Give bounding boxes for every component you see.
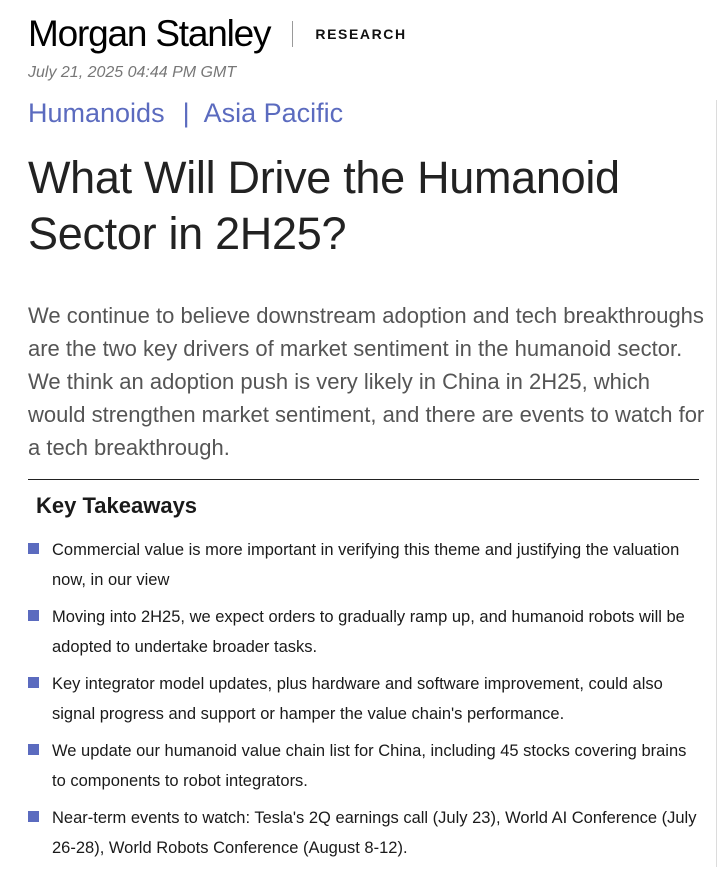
list-item [28, 669, 698, 729]
takeaway-text: Moving into 2H25, we expect orders to gradually ramp up, and humanoid robots will be adopted to undertake broader tasks. [52, 608, 685, 656]
category-link-humanoids[interactable]: Humanoids [28, 98, 165, 128]
list-item [28, 736, 698, 796]
square-bullet-icon [28, 744, 39, 755]
takeaway-text: Key integrator model updates, plus hardware and software improvement, could also signal progress and support or hamper the value chain's performance. [52, 675, 663, 723]
publish-date: July 21, 2025 04:44 PM GMT [28, 64, 237, 81]
takeaway-text: Near-term events to watch: Tesla's 2Q earnings call (July 23), World AI Conference (July 26-28), World Robots Conference (August 8-12). [52, 809, 697, 857]
key-takeaways-heading: Key Takeaways [36, 493, 198, 518]
takeaway-text: We update our humanoid value chain list for China, including 45 stocks covering brains to components to robot integrators. [52, 742, 687, 790]
list-item [28, 803, 698, 863]
category-separator: | [182, 98, 190, 128]
category-link-asia-pacific[interactable]: Asia Pacific [203, 98, 344, 128]
list-item [28, 602, 698, 662]
brand-logo[interactable]: Morgan Stanley [28, 13, 271, 54]
square-bullet-icon [28, 677, 39, 688]
category-breadcrumb [28, 98, 343, 129]
research-label: RESEARCH [315, 26, 407, 42]
section-divider [28, 479, 699, 480]
square-bullet-icon [28, 811, 39, 822]
key-takeaways-list [28, 535, 698, 870]
takeaway-text: Commercial value is more important in verifying this theme and justifying the valuation now, in our view [52, 541, 680, 589]
article-title: What Will Drive the Humanoid Sector in 2H25? [28, 152, 620, 259]
square-bullet-icon [28, 543, 39, 554]
article-summary: We continue to believe downstream adoption and tech breakthroughs are the two key drivers of market sentiment in the humanoid sector. We think an adoption push is very likely in China in 2H25, which would strengthen market sentiment, and there are events to watch for a tech breakthrough. [28, 303, 705, 460]
list-item [28, 535, 698, 595]
masthead-divider [292, 21, 293, 47]
page-edge-rule [716, 100, 717, 867]
masthead [28, 10, 407, 58]
square-bullet-icon [28, 610, 39, 621]
